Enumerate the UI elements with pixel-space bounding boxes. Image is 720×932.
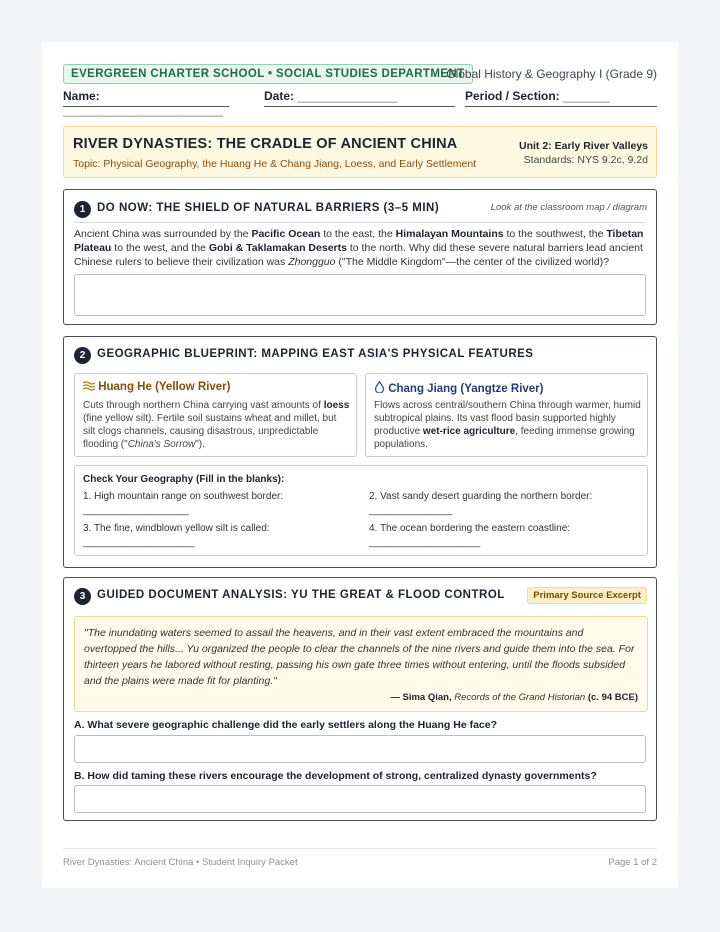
page-footer [63, 848, 657, 868]
geo-question-4: 4. The ocean bordering the eastern coastline: ____________________ [369, 522, 639, 550]
waves-icon [83, 381, 95, 391]
section-document-analysis [63, 577, 657, 821]
primary-source-quote [74, 616, 648, 712]
section-hint: Look at the classroom map / diagram [490, 202, 647, 213]
chang-jiang-description: Flows across central/southern China through warmer, humid subtropical plains. Its vast flood basin supported highly productive wet-rice agriculture, feeding immense growing populations. [374, 400, 641, 450]
name-field[interactable] [63, 89, 229, 117]
section-number: 1 [74, 201, 91, 218]
period-field[interactable] [465, 89, 657, 107]
quote-citation: — Sima Qian, Records of the Grand Historian (c. 94 BCE) [390, 692, 638, 703]
section-number: 3 [74, 588, 91, 605]
course-name: Global History & Geography I (Grade 9) [446, 67, 657, 81]
unit-label: Unit 2: Early River Valleys [519, 140, 648, 152]
check-heading: Check Your Geography (Fill in the blanks): [83, 474, 285, 485]
huang-he-title-text: Huang He (Yellow River) [98, 381, 231, 393]
huang-he-title [83, 381, 230, 393]
section-title: GUIDED DOCUMENT ANALYSIS: YU THE GREAT & FLOOD CONTROL [97, 589, 505, 601]
geo-question-3: 3. The fine, windblown yellow silt is called: ____________________ [83, 522, 353, 550]
period-label: Period / Section: [465, 89, 560, 103]
quote-text: "The inundating waters seemed to assail the heavens, and in their vast extent embraced the mountains and overtopped the hills... Yu organized the people to clear the channels of the nine rivers and guide them into the sea. For thirteen years he labored without resting, passing his own gate three times without entering, until the floods subsided and the plains were made fit for planting." [84, 627, 635, 687]
answer-blank[interactable]: ____________________ [83, 537, 195, 548]
period-blank: _______ [563, 89, 610, 103]
section-geographic-blueprint [63, 336, 657, 568]
divider [74, 222, 646, 223]
name-label: Name: [63, 89, 100, 103]
section-title: GEOGRAPHIC BLUEPRINT: MAPPING EAST ASIA'S PHYSICAL FEATURES [97, 348, 534, 360]
footer-title: River Dynasties: Ancient China • Student Inquiry Packet [63, 857, 298, 868]
water-drop-icon [374, 381, 385, 393]
header-row [63, 64, 657, 84]
do-now-answer-box[interactable] [74, 274, 646, 316]
date-blank: _______________ [297, 89, 398, 103]
section-do-now [63, 189, 657, 325]
name-blank: ________________________ [63, 103, 224, 117]
section-number: 2 [74, 347, 91, 364]
school-badge: EVERGREEN CHARTER SCHOOL • SOCIAL STUDIES DEPARTMENT [63, 64, 473, 84]
geo-question-1: 1. High mountain range on southwest border: ___________________ [83, 490, 353, 518]
lesson-topic: Topic: Physical Geography, the Huang He & Chang Jiang, Loess, and Early Settlement [73, 158, 477, 170]
question-b: B. How did taming these rivers encourage the development of strong, centralized dynasty governments? [74, 770, 597, 782]
standards-label: Standards: NYS 9.2c, 9.2d [523, 154, 648, 166]
chang-jiang-card [365, 373, 648, 457]
section-title: DO NOW: THE SHIELD OF NATURAL BARRIERS (3–5 MIN) [97, 202, 440, 214]
student-info-fields [63, 89, 657, 117]
date-field[interactable] [264, 89, 455, 107]
answer-box-a[interactable] [74, 735, 646, 763]
lesson-title-box [63, 126, 657, 178]
date-label: Date: [264, 89, 295, 103]
chang-jiang-title [374, 381, 543, 395]
chang-jiang-title-text: Chang Jiang (Yangtze River) [388, 383, 544, 395]
page-number: Page 1 of 2 [608, 857, 657, 868]
primary-source-tag: Primary Source Excerpt [527, 587, 647, 604]
answer-box-b[interactable] [74, 785, 646, 813]
answer-blank[interactable]: _______________ [369, 505, 453, 516]
lesson-title: RIVER DYNASTIES: THE CRADLE OF ANCIENT CHINA [73, 136, 458, 152]
answer-blank[interactable]: ____________________ [369, 537, 481, 548]
geo-question-2: 2. Vast sandy desert guarding the northern border: _______________ [369, 490, 639, 518]
worksheet-page [42, 42, 678, 888]
huang-he-card [74, 373, 357, 457]
answer-blank[interactable]: ___________________ [83, 505, 189, 516]
check-your-geography [74, 465, 648, 556]
huang-he-description: Cuts through northern China carrying vast amounts of loess (fine yellow silt). Fertile soil sustains wheat and millet, but silt clogs channels, causing disastrous, unpredictable flooding ("China's Sorrow"). [83, 400, 350, 450]
question-a: A. What severe geographic challenge did the early settlers along the Huang He face? [74, 719, 498, 731]
do-now-prompt: Ancient China was surrounded by the Pacific Ocean to the east, the Himalayan Mountains to the southwest, the Tibetan Plateau to the west, and the Gobi & Taklamakan Deserts to the north. Why did these severe natural barriers lead ancient Chinese rulers to believe their civilization was Zhongguo ("The Middle Kingdom"—the center of the civilized world)? [74, 228, 644, 268]
